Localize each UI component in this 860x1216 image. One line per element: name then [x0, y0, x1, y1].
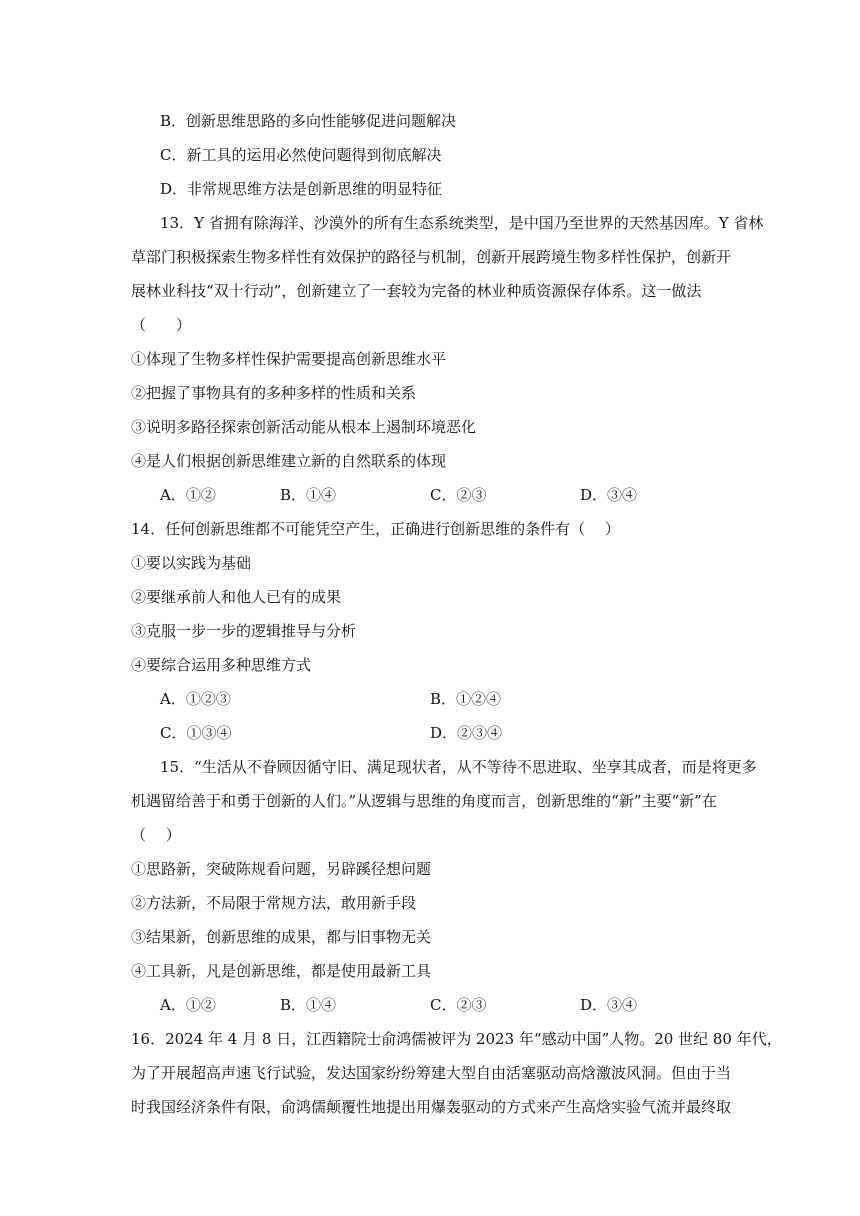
q15-item-3: ③结果新，创新思维的成果，都与旧事物无关 — [131, 928, 432, 946]
q15-option-a: A．①② — [160, 996, 216, 1014]
q16-stem-line3: 时我国经济条件有限，俞鸿儒颠覆性地提出用爆轰驱动的方式来产生高焓实验气流并最终取 — [131, 1098, 732, 1116]
q15-item-1: ①思路新，突破陈规看问题，另辟蹊径想问题 — [131, 860, 432, 878]
q14-item-3: ③克服一步一步的逻辑推导与分析 — [131, 622, 357, 640]
q13-item-1: ①体现了生物多样性保护需要提高创新思维水平 — [131, 350, 447, 368]
q15-option-c: C．②③ — [430, 996, 487, 1014]
q14-stem: 14．任何创新思维都不可能凭空产生，正确进行创新思维的条件有（ ） — [131, 520, 620, 538]
q13-stem-line3: 展林业科技“双十行动”，创新建立了一套较为完备的林业种质资源保存体系。这一做法 — [131, 282, 702, 300]
q12-option-b: B．创新思维思路的多向性能够促进问题解决 — [160, 112, 457, 130]
q13-option-c: C．②③ — [430, 486, 487, 504]
q16-stem-line1: 16．2024 年 4 月 8 日，江西籍院士俞鸿儒被评为 2023 年“感动中国”人物。20 世纪 80 年代， — [131, 1030, 782, 1048]
q13-item-4: ④是人们根据创新思维建立新的自然联系的体现 — [131, 452, 447, 470]
q15-stem-line2: 机遇留给善于和勇于创新的人们。”从逻辑与思维的角度而言，创新思维的“新”主要“新”在 — [131, 792, 717, 810]
q13-item-2: ②把握了事物具有的多种多样的性质和关系 — [131, 384, 417, 402]
q13-answer-paren: （ ） — [131, 316, 192, 334]
q12-option-c: C．新工具的运用必然使问题得到彻底解决 — [160, 146, 442, 164]
q15-answer-paren: （ ） — [131, 826, 181, 844]
q14-option-b: B．①②④ — [430, 690, 502, 708]
q13-option-d: D．③④ — [580, 486, 638, 504]
q14-option-d: D．②③④ — [430, 724, 503, 742]
q15-stem-line1: 15．“生活从不眷顾因循守旧、满足现状者，从不等待不思进取、坐享其成者，而是将更多 — [160, 758, 757, 776]
q16-stem-line2: 为了开展超高声速飞行试验，发达国家纷纷筹建大型自由活塞驱动高焓激波风洞。但由于当 — [131, 1064, 732, 1082]
q14-option-c: C．①③④ — [160, 724, 232, 742]
q15-option-d: D．③④ — [580, 996, 638, 1014]
q15-item-2: ②方法新，不局限于常规方法，敢用新手段 — [131, 894, 417, 912]
q14-item-1: ①要以实践为基础 — [131, 554, 252, 572]
q14-item-2: ②要继承前人和他人已有的成果 — [131, 588, 342, 606]
q14-item-4: ④要综合运用多种思维方式 — [131, 656, 312, 674]
q12-option-d: D．非常规思维方法是创新思维的明显特征 — [160, 180, 443, 198]
q15-option-b: B．①④ — [280, 996, 337, 1014]
q13-stem-line2: 草部门积极探索生物多样性有效保护的路径与机制，创新开展跨境生物多样性保护，创新开 — [131, 248, 732, 266]
q15-item-4: ④工具新，凡是创新思维，都是使用最新工具 — [131, 962, 432, 980]
q13-item-3: ③说明多路径探索创新活动能从根本上遏制环境恶化 — [131, 418, 477, 436]
q13-stem-line1: 13．Y 省拥有除海洋、沙漠外的所有生态系统类型，是中国乃至世界的天然基因库。Y 省林 — [160, 214, 764, 232]
q13-option-a: A．①② — [160, 486, 216, 504]
q13-option-b: B．①④ — [280, 486, 337, 504]
q14-option-a: A．①②③ — [160, 690, 231, 708]
